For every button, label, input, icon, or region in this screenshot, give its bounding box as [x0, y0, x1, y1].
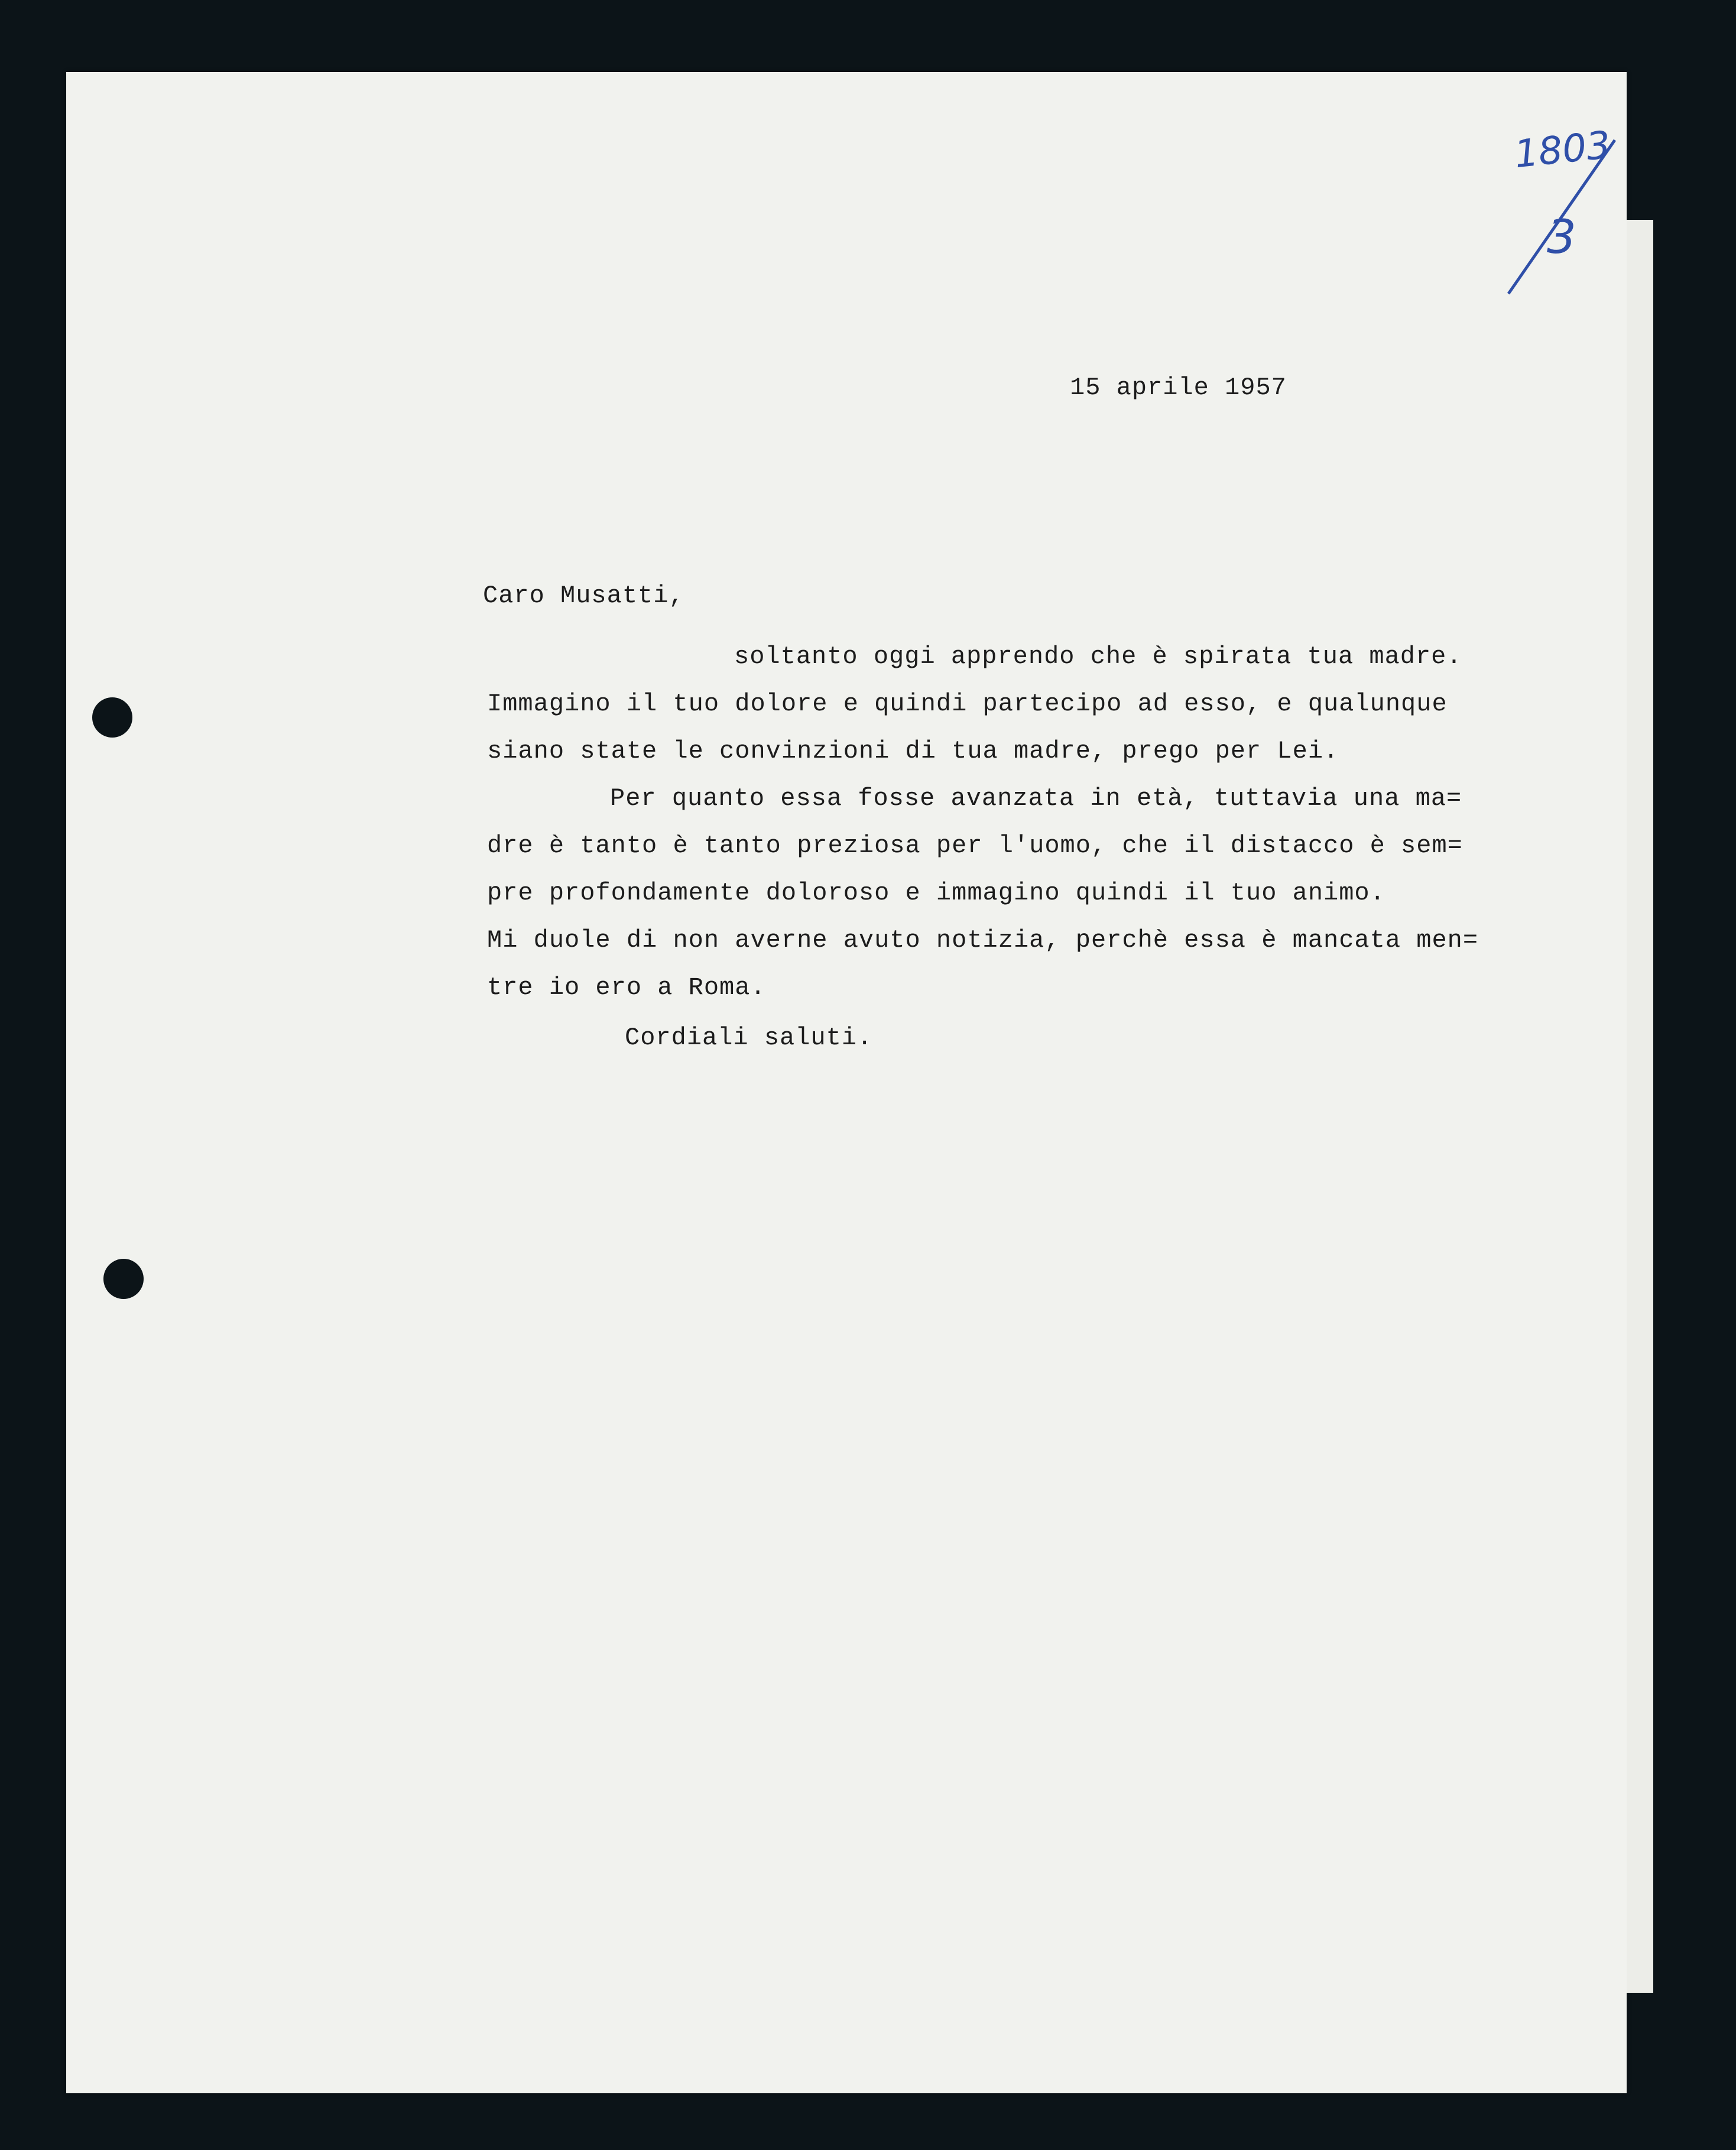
body-line: tre io ero a Roma.	[487, 973, 766, 1002]
punch-hole	[92, 697, 132, 738]
archive-mark	[1438, 99, 1627, 311]
archive-sub-number: 3	[1547, 211, 1576, 264]
body-line: dre è tanto è tanto preziosa per l'uomo, che il distacco è sem=	[487, 832, 1463, 860]
body-line: soltanto oggi apprendo che è spirata tua madre.	[734, 642, 1462, 671]
body-line: Mi duole di non averne avuto notizia, perchè essa è mancata men=	[487, 926, 1479, 954]
punch-hole	[103, 1259, 144, 1299]
letter-closing: Cordiali saluti.	[625, 1024, 873, 1052]
body-line: siano state le convinzioni di tua madre, prego per Lei.	[487, 737, 1339, 765]
letter-date: 15 aprile 1957	[1070, 374, 1287, 402]
sheet-edge	[1627, 220, 1653, 1993]
body-line: Per quanto essa fosse avanzata in età, tuttavia una ma=	[610, 784, 1462, 813]
body-line: Immagino il tuo dolore e quindi partecipo ad esso, e qualunque	[487, 690, 1448, 718]
letter-sheet	[66, 72, 1627, 2093]
letter-salutation: Caro Musatti,	[483, 582, 684, 610]
body-line: pre profondamente doloroso e immagino quindi il tuo animo.	[487, 879, 1385, 907]
archive-number: 1803	[1512, 123, 1613, 177]
